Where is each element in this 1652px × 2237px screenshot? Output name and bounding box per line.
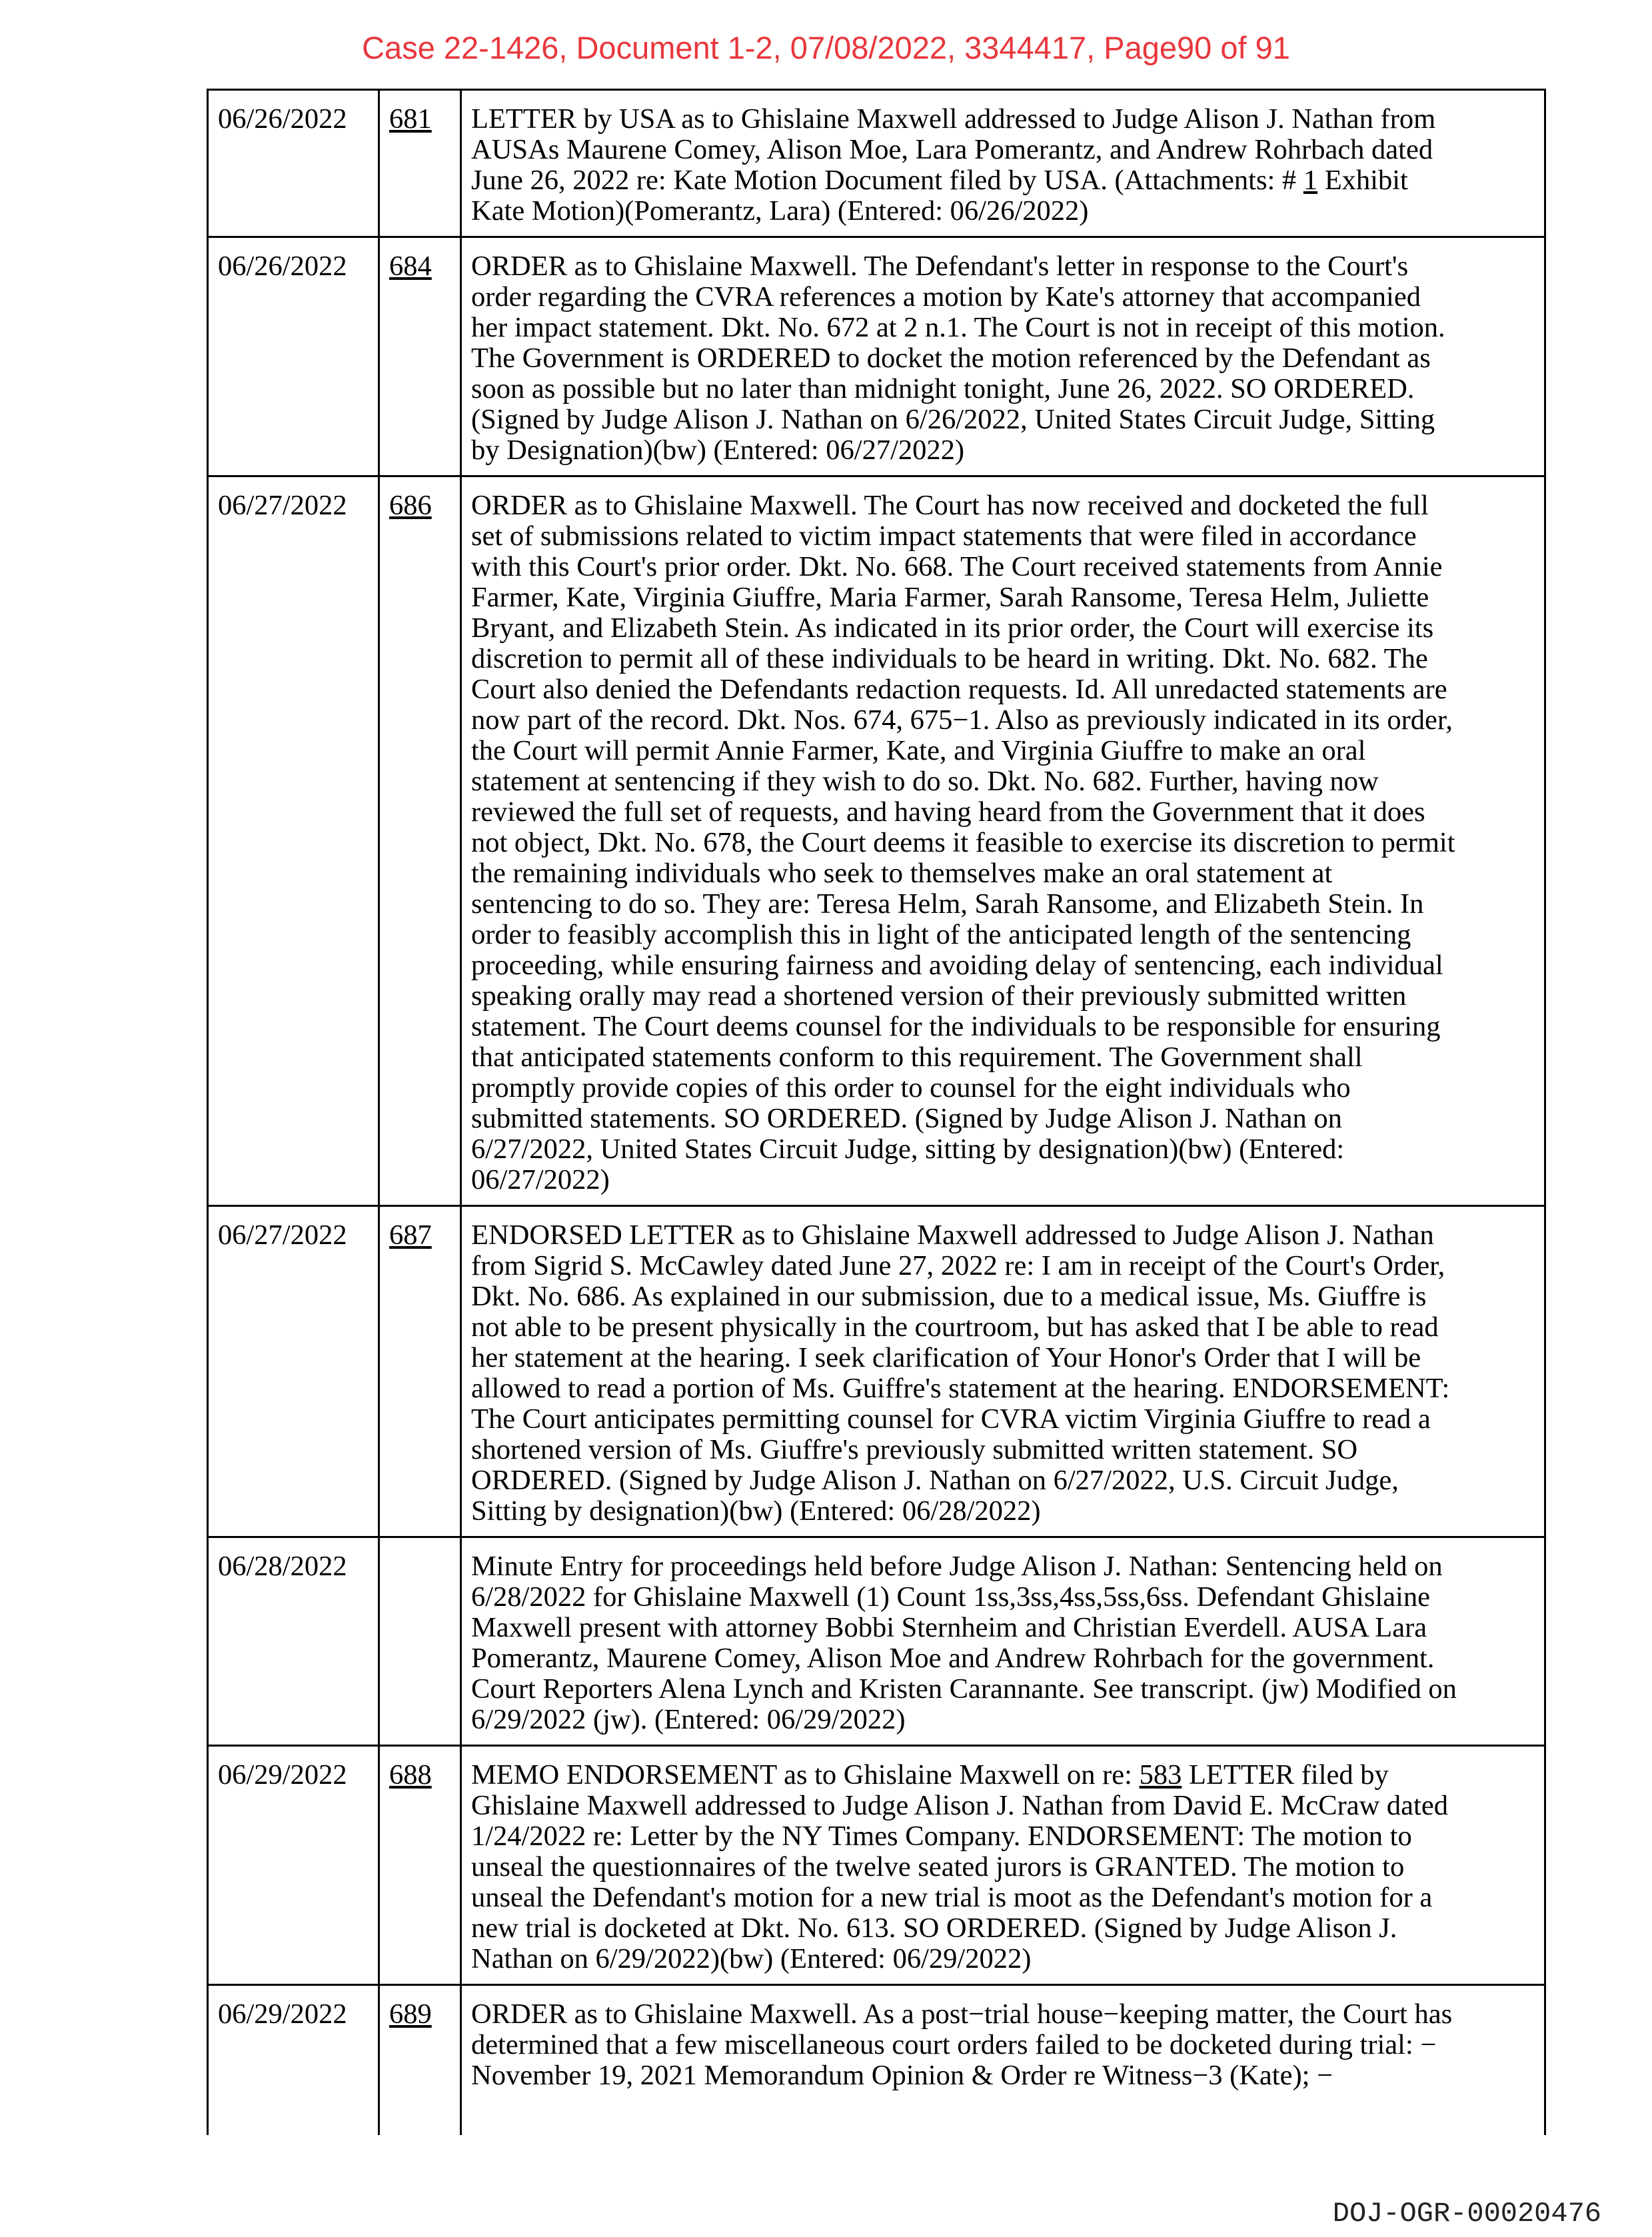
docket-entry-row: [208, 1746, 1545, 1985]
entry-text-line: determined that a few miscellaneous court orders failed to be docketed during trial: −: [471, 2029, 1437, 2060]
entry-text-line: soon as possible but no later than midnight tonight, June 26, 2022. SO ORDERED.: [471, 373, 1415, 404]
entry-text: [461, 1746, 1545, 1985]
entry-text-line: Sitting by designation)(bw) (Entered: 06/28/2022): [471, 1495, 1041, 1527]
entry-text-line: AUSAs Maurene Comey, Alison Moe, Lara Pomerantz, and Andrew Rohrbach dated: [471, 134, 1433, 165]
entry-text: [461, 90, 1545, 237]
entry-text-line: unseal the questionnaires of the twelve seated jurors is GRANTED. The motion to: [471, 1851, 1405, 1882]
entry-text-line: Kate Motion)(Pomerantz, Lara) (Entered: 06/26/2022): [471, 195, 1089, 227]
entry-date: 06/26/2022: [208, 90, 379, 237]
entry-date: 06/27/2022: [208, 476, 379, 1206]
entry-text-line: Nathan on 6/29/2022)(bw) (Entered: 06/29/2022): [471, 1943, 1032, 1974]
entry-number-link[interactable]: 686: [389, 490, 432, 521]
entry-text-line: Court also denied the Defendants redaction requests. Id. All unredacted statements are: [471, 674, 1447, 705]
entry-text-line: with this Court's prior order. Dkt. No. 668. The Court received statements from Annie: [471, 551, 1443, 582]
entry-text-line: Ghislaine Maxwell addressed to Judge Alison J. Nathan from David E. McCraw dated: [471, 1790, 1448, 1821]
entry-text-line: order to feasibly accomplish this in light of the anticipated length of the sentencing: [471, 919, 1411, 950]
entry-number-link[interactable]: 689: [389, 1998, 432, 2030]
entry-text-line: by Designation)(bw) (Entered: 06/27/2022): [471, 434, 965, 466]
entry-text-line: 6/28/2022 for Ghislaine Maxwell (1) Count 1ss,3ss,4ss,5ss,6ss. Defendant Ghislaine: [471, 1581, 1430, 1613]
text-segment: Exhibit: [1317, 165, 1408, 196]
entry-text-line: shortened version of Ms. Giuffre's previously submitted written statement. SO: [471, 1434, 1358, 1465]
docket-table: [207, 89, 1546, 2135]
entry-text-line: from Sigrid S. McCawley dated June 27, 2022 re: I am in receipt of the Court's Order,: [471, 1250, 1445, 1281]
docket-entry-row: [208, 90, 1545, 237]
entry-text-line: new trial is docketed at Dkt. No. 613. SO ORDERED. (Signed by Judge Alison J.: [471, 1912, 1397, 1944]
entry-number-link[interactable]: 684: [389, 251, 432, 282]
entry-text: [461, 237, 1545, 476]
document-link[interactable]: 583: [1139, 1759, 1182, 1791]
entry-text-line: ENDORSED LETTER as to Ghislaine Maxwell addressed to Judge Alison J. Nathan: [471, 1219, 1434, 1251]
text-segment: LETTER filed by: [1182, 1759, 1389, 1791]
entry-text-line: LETTER by USA as to Ghislaine Maxwell addressed to Judge Alison J. Nathan from: [471, 103, 1436, 135]
entry-text-line: November 19, 2021 Memorandum Opinion & Order re Witness−3 (Kate); −: [471, 2060, 1333, 2091]
entry-text-line: not object, Dkt. No. 678, the Court deems it feasible to exercise its discretion to permit: [471, 827, 1455, 858]
entry-text-line: statement at sentencing if they wish to do so. Dkt. No. 682. Further, having now: [471, 766, 1379, 797]
text-segment: June 26, 2022 re: Kate Motion Document filed by USA. (Attachments: #: [471, 165, 1303, 196]
entry-text-line: Minute Entry for proceedings held before Judge Alison J. Nathan: Sentencing held on: [471, 1551, 1443, 1582]
entry-text-line: submitted statements. SO ORDERED. (Signed by Judge Alison J. Nathan on: [471, 1103, 1342, 1134]
entry-number-link[interactable]: 687: [389, 1219, 432, 1251]
entry-text-line: proceeding, while ensuring fairness and avoiding delay of sentencing, each individual: [471, 950, 1443, 981]
entry-text-line: ORDER as to Ghislaine Maxwell. As a post−trial house−keeping matter, the Court has: [471, 1998, 1453, 2030]
entry-text-line: statement. The Court deems counsel for the individuals to be responsible for ensuring: [471, 1011, 1441, 1042]
entry-number-cell: [379, 1206, 461, 1537]
docket-entry-row: [208, 1537, 1545, 1746]
entry-text-line: sentencing to do so. They are: Teresa Helm, Sarah Ransome, and Elizabeth Stein. In: [471, 888, 1424, 920]
entry-text-line: the remaining individuals who seek to themselves make an oral statement at: [471, 858, 1333, 889]
text-segment: MEMO ENDORSEMENT as to Ghislaine Maxwell on re:: [471, 1759, 1140, 1791]
entry-date: 06/29/2022: [208, 1985, 379, 2136]
entry-text-line: reviewed the full set of requests, and having heard from the Government that it does: [471, 796, 1425, 828]
entry-text-line: 6/27/2022, United States Circuit Judge, sitting by designation)(bw) (Entered:: [471, 1133, 1345, 1165]
entry-text: [461, 1985, 1545, 2136]
entry-text: [461, 1206, 1545, 1537]
entry-text-line: 6/29/2022 (jw). (Entered: 06/29/2022): [471, 1704, 906, 1735]
entry-date: 06/28/2022: [208, 1537, 379, 1746]
docket-body: [208, 90, 1545, 2136]
entry-number-link[interactable]: 688: [389, 1759, 432, 1791]
entry-text-line: unseal the Defendant's motion for a new trial is moot as the Defendant's motion for a: [471, 1882, 1433, 1913]
entry-text-line: the Court will permit Annie Farmer, Kate, and Virginia Giuffre to make an oral: [471, 735, 1366, 766]
entry-text-line: The Court anticipates permitting counsel for CVRA victim Virginia Giuffre to read a: [471, 1403, 1431, 1435]
entry-text-line: set of submissions related to victim impact statements that were filed in accordance: [471, 520, 1417, 552]
entry-text-line: [471, 165, 1537, 196]
bates-number: DOJ-OGR-00020476: [1332, 2198, 1601, 2230]
entry-text-line: ORDERED. (Signed by Judge Alison J. Nathan on 6/27/2022, U.S. Circuit Judge,: [471, 1465, 1399, 1496]
entry-text-line: Maxwell present with attorney Bobbi Sternheim and Christian Everdell. AUSA Lara: [471, 1612, 1427, 1643]
document-link[interactable]: 1: [1303, 165, 1318, 196]
entry-text-line: her impact statement. Dkt. No. 672 at 2 n.1. The Court is not in receipt of this motion.: [471, 312, 1445, 343]
entry-number-cell: [379, 1985, 461, 2136]
entry-text-line: 1/24/2022 re: Letter by the NY Times Company. ENDORSEMENT: The motion to: [471, 1821, 1412, 1852]
entry-text-line: now part of the record. Dkt. Nos. 674, 675−1. Also as previously indicated in its order,: [471, 704, 1453, 736]
entry-text-line: [471, 1760, 1537, 1791]
entry-text-line: ORDER as to Ghislaine Maxwell. The Defendant's letter in response to the Court's: [471, 251, 1409, 282]
entry-number-cell: [379, 1537, 461, 1746]
entry-text-line: Dkt. No. 686. As explained in our submission, due to a medical issue, Ms. Giuffre is: [471, 1281, 1427, 1312]
entry-text: [461, 476, 1545, 1206]
entry-text-line: not able to be present physically in the courtroom, but has asked that I be able to read: [471, 1311, 1439, 1343]
entry-text-line: The Government is ORDERED to docket the motion referenced by the Defendant as: [471, 343, 1431, 374]
entry-number-cell: [379, 90, 461, 237]
entry-text-line: ORDER as to Ghislaine Maxwell. The Court has now received and docketed the full: [471, 490, 1429, 521]
entry-number-cell: [379, 476, 461, 1206]
entry-text-line: Pomerantz, Maurene Comey, Alison Moe and Andrew Rohrbach for the government.: [471, 1643, 1435, 1674]
entry-text-line: order regarding the CVRA references a motion by Kate's attorney that accompanied: [471, 281, 1421, 313]
docket-entry-row: [208, 476, 1545, 1206]
entry-text-line: 06/27/2022): [471, 1164, 610, 1195]
entry-text-line: allowed to read a portion of Ms. Guiffre's statement at the hearing. ENDORSEMENT:: [471, 1373, 1450, 1404]
entry-text-line: discretion to permit all of these individuals to be heard in writing. Dkt. No. 682. The: [471, 643, 1428, 674]
entry-number-cell: [379, 1746, 461, 1985]
docket-entry-row: [208, 237, 1545, 476]
entry-number-cell: [379, 237, 461, 476]
entry-text-line: Farmer, Kate, Virginia Giuffre, Maria Farmer, Sarah Ransome, Teresa Helm, Juliette: [471, 582, 1429, 613]
entry-text-line: promptly provide copies of this order to counsel for the eight individuals who: [471, 1072, 1351, 1104]
entry-date: 06/26/2022: [208, 237, 379, 476]
entry-text-line: Court Reporters Alena Lynch and Kristen Carannante. See transcript. (jw) Modified on: [471, 1673, 1457, 1705]
entry-text: [461, 1537, 1545, 1746]
entry-date: 06/29/2022: [208, 1746, 379, 1985]
entry-date: 06/27/2022: [208, 1206, 379, 1537]
entry-number-link[interactable]: 681: [389, 103, 432, 135]
entry-text-line: her statement at the hearing. I seek clarification of Your Honor's Order that I will be: [471, 1342, 1421, 1373]
entry-text-line: speaking orally may read a shortened version of their previously submitted written: [471, 980, 1407, 1012]
entry-text-line: (Signed by Judge Alison J. Nathan on 6/26/2022, United States Circuit Judge, Sitting: [471, 404, 1435, 435]
entry-text-line: Bryant, and Elizabeth Stein. As indicated in its prior order, the Court will exercise its: [471, 612, 1434, 644]
entry-text-line: that anticipated statements conform to this requirement. The Government shall: [471, 1042, 1363, 1073]
docket-entry-row: [208, 1206, 1545, 1537]
case-header: Case 22-1426, Document 1-2, 07/08/2022, 3344417, Page90 of 91: [362, 30, 1290, 65]
docket-entry-row: [208, 1985, 1545, 2136]
